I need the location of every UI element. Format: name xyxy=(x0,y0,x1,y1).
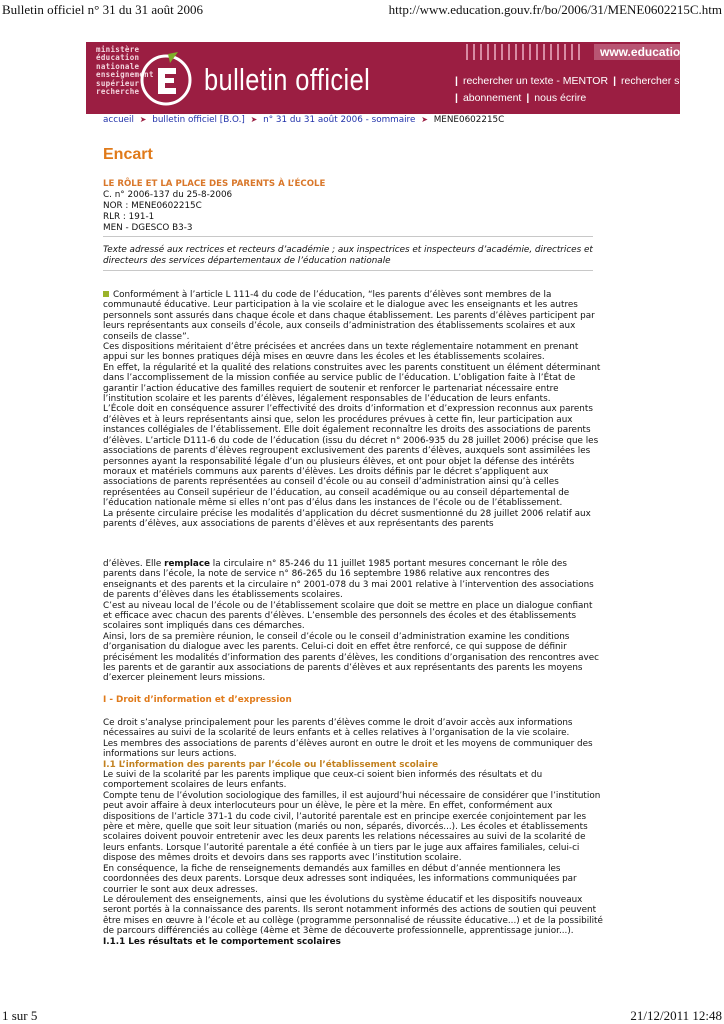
breadcrumb xyxy=(103,115,504,125)
paragraph: En conséquence, la fiche de renseignements demandés aux familles en début d’année mentionnera les coordonnées des deux parents. Lorsque deux adresses sont indiquées, les informations communiquées par courrier le sont aux deux adresses. xyxy=(103,863,577,895)
paragraph-text: Conformément à l’article L 111-4 du code de l’éducation, “les parents d’élèves sont membres de la communauté éducative. Leur participation à la vie scolaire et le dialogue avec les enseignants et les autres personnels sont assurés dans chaque école et dans chaque établissement. Les parents d’élèves participent par leurs représentants aux conseils d’école, aux conseils d’administration des établissements scolaires et aux conseils de classe”. xyxy=(103,290,595,342)
paragraph: Le suivi de la scolarité par les parents implique que ceux-ci soient bien informés des résultats et du comportement scolaires de leurs enfants. xyxy=(103,770,543,791)
paragraph: C’est au niveau local de l’école ou de l’établissement scolaire que doit se mettre en place un dialogue confiant et efficace avec chacun des parents d’élèves. L’ensemble des personnels des écoles et des établissements scolaires sont impliqués dans ces démarches. xyxy=(103,600,593,632)
paragraph: Les membres des associations de parents d’élèves auront en outre le droit et les moyens de communiquer des informations sur leurs actions. xyxy=(103,738,593,760)
paragraph: L’École doit en conséquence assurer l’effectivité des droits d’information et d’expression reconnus aux parents d’élèves et à leurs représentants ainsi que, selon les procédures prévues à cette fin, leur participation aux instances collégiales de l’établissement. Elle doit également reconnaître les droits des associations de parents d’élèves. L’article D111-6 du code de l’éducation (issu du décret n° 2006-935 du 28 juillet 2006) précise que les associations de parents d’élèves regroupent exclusivement des parents d’élèves, auxquels sont assimilées les personnes ayant la responsabilité légale d’un ou plusieurs élèves, et ont pour objet la défense des intérêts moraux et matériels communs aux parents d’élèves. Les droits définis par le décret s’appliquent aux associations de parents représentées au conseil d’école ou au conseil d’administration ainsi qu’à celles représentées au Conseil supérieur de l’éducation, au conseil académique ou au conseil départemental de l’éducation nationale même si elles n’ont pas d’élus dans les instances de l’école ou de l’établissement. xyxy=(103,404,599,509)
divider xyxy=(103,270,593,271)
subscription-link[interactable]: abonnement xyxy=(462,92,522,104)
e-accent-logo-icon xyxy=(138,50,194,106)
section-heading: I - Droit d’information et d’expression xyxy=(103,695,292,705)
ministry-line: éducation xyxy=(96,53,140,63)
paragraph: En effet, la régularité et la qualité des relations construites avec les parents constituent un élément déterminant dans l’accomplissement de la mission confiée au service public de l’éducation. L’obligation faite à l’État de garantir l’action éducative des familles requiert de soutenir et renforcer le partenariat nécessaire entre l’institution scolaire et les parents d’élèves, légalement responsables de l’éducation de leurs enfants. xyxy=(103,362,601,405)
body-part-1 xyxy=(103,290,603,529)
body-part-2 xyxy=(103,559,603,684)
breadcrumb-issue-link[interactable]: n° 31 du 31 août 2006 - sommaire xyxy=(263,115,416,125)
meta-line: MEN - DGESCO B3-3 xyxy=(103,223,193,233)
print-footer xyxy=(0,1008,724,1024)
decorative-bars xyxy=(466,44,585,64)
print-timestamp: 21/12/2011 12:48 xyxy=(630,1008,722,1023)
paragraph: Ce droit s’analyse principalement pour les parents d’élèves comme le droit d’avoir accès aux informations nécessaires au suivi de la scolarité de leurs enfants et à celles relatives à l’organisation de la vie scolaire. xyxy=(103,718,573,739)
search-text-link[interactable]: rechercher un texte - MENTOR xyxy=(462,75,609,87)
square-bullet-icon xyxy=(103,291,109,297)
contact-link[interactable]: nous écrire xyxy=(534,92,587,104)
url-strip xyxy=(466,42,700,62)
paragraph: Compte tenu de l’évolution sociologique des familles, il est aujourd’hui nécessaire de considérer que l’institution peut avoir affaire à deux interlocuteurs pour un élève, le père et la mère. En effet, conformément aux dispositions de l’article 371-1 du code civil, l’autorité parentale est en principe exercée conjointement par les père et mère, quelle que soit leur situation (mariés ou non, séparés, divorcés...). Les écoles et établissements scolaires doivent pouvoir entretenir avec les deux parents les relations nécessaires au suivi de la scolarité de leurs enfants. Lorsque l’autorité parentale a été confiée à un tiers par le juge aux affaires familiales, celui-ci dispose des mêmes droits et devoirs dans ses rapports avec l’institution scolaire. xyxy=(103,790,601,864)
paragraph xyxy=(103,559,603,601)
paragraph: Le déroulement des enseignements, ainsi que les évolutions du système éducatif et les dispositifs nouveaux seront portés à la connaissance des parents. Ils seront notamment informés des actions de soutien qui peuvent être mises en œuvre à l’école et au collège (programme personnalisé de réussite éducative...) et de la possibilité de parcours différenciés au collège (4ème et 3ème de découverte professionnelle, apprentissage junior...). xyxy=(103,894,603,937)
page-counter: 1 sur 5 xyxy=(2,1008,38,1023)
print-header-title: Bulletin officiel n° 31 du 31 août 2006 xyxy=(2,2,204,17)
chevron-right-icon: ➤ xyxy=(250,115,258,124)
site-url-badge[interactable]: www.education.fr xyxy=(594,44,680,60)
meta-line: NOR : MENE0602215C xyxy=(103,201,202,211)
print-header-url: http://www.education.gouv.fr/bo/2006/31/MENE0602215C.htm xyxy=(388,2,722,17)
breadcrumb-current: MENE0602215C xyxy=(433,115,505,125)
ministry-line: recherche xyxy=(96,87,140,97)
bulletin-officiel-title: bulletin officiel xyxy=(204,62,371,97)
paragraph: La présente circulaire précise les modalités d’application du décret susmentionné du 28 juillet 2006 relatif aux parents d’élèves, aux associations de parents d’élèves et aux représentants des parents xyxy=(103,508,591,529)
ministry-line: enseignement xyxy=(96,70,154,80)
paragraph: Ainsi, lors de sa première réunion, le conseil d’école ou le conseil d’administration examine les conditions d’organisation du dialogue avec les parents. Celui-ci doit en effet être renforcé, ce qui suppose de définir précisément les modalités d’information des parents d’élèves, les conditions d’organisation des rencontres avec les parents et de garantir aux associations de parents d’élèves et aux représentants des parents les moyens d’exercer pleinement leurs missions. xyxy=(103,631,599,684)
paragraph-text: la circulaire n° 85-246 du 11 juillet 1985 portant mesures concernant le rôle des parents dans l’école, la note de service n° 86-265 du 16 septembre 1986 relative aux rencontres des enseignants et des parents et la circulaire n° 2001-078 du 3 mai 2001 relative à l’intervention des associations de parents d’élèves dans les établissements scolaires. xyxy=(103,559,594,601)
meta-line: RLR : 191-1 xyxy=(103,212,155,222)
site-banner xyxy=(86,42,720,114)
meta-line: C. n° 2006-137 du 25-8-2006 xyxy=(103,190,233,200)
paragraph: Ces dispositions méritaient d’être précisées et ancrées dans un texte réglementaire notamment en prenant appui sur les bonnes pratiques déjà mises en œuvre dans les écoles et les établissements scolaires. xyxy=(103,342,579,363)
paragraph-text: d’élèves. Elle xyxy=(103,559,165,569)
banner-nav-row-1: | rechercher un texte - MENTOR | rechercher sur le site xyxy=(455,75,720,87)
body-part-3 xyxy=(103,718,603,947)
subsection-heading: I.1 L’information des parents par l’école ou l’établissement scolaire xyxy=(103,759,439,770)
print-header xyxy=(0,0,724,20)
section-label: Encart xyxy=(103,146,153,163)
ministry-line: ministère xyxy=(96,45,140,54)
addressees: Texte adressé aux rectrices et recteurs d’académie ; aux inspectrices et inspecteurs d’académie, directrices et directeurs des services départementaux de l’éducation nationale xyxy=(103,245,593,266)
banner-nav-row-2: | abonnement | nous écrire xyxy=(455,92,587,104)
search-site-link[interactable]: rechercher sur le site xyxy=(621,75,720,87)
chevron-right-icon: ➤ xyxy=(139,115,147,124)
ministry-line: supérieur xyxy=(96,78,140,88)
document-title: LE RÔLE ET LA PLACE DES PARENTS À L’ÉCOLE xyxy=(103,179,326,189)
emphasis: remplace xyxy=(164,559,211,569)
divider xyxy=(103,236,593,237)
paragraph xyxy=(103,290,603,342)
subsubsection-heading: I.1.1 Les résultats et le comportement scolaires xyxy=(103,936,341,947)
ministry-line: nationale xyxy=(96,61,140,71)
document-meta xyxy=(103,190,232,234)
breadcrumb-home-link[interactable]: accueil xyxy=(103,115,134,125)
chevron-right-icon: ➤ xyxy=(421,115,428,124)
breadcrumb-bo-link[interactable]: bulletin officiel [B.O.] xyxy=(152,115,245,125)
